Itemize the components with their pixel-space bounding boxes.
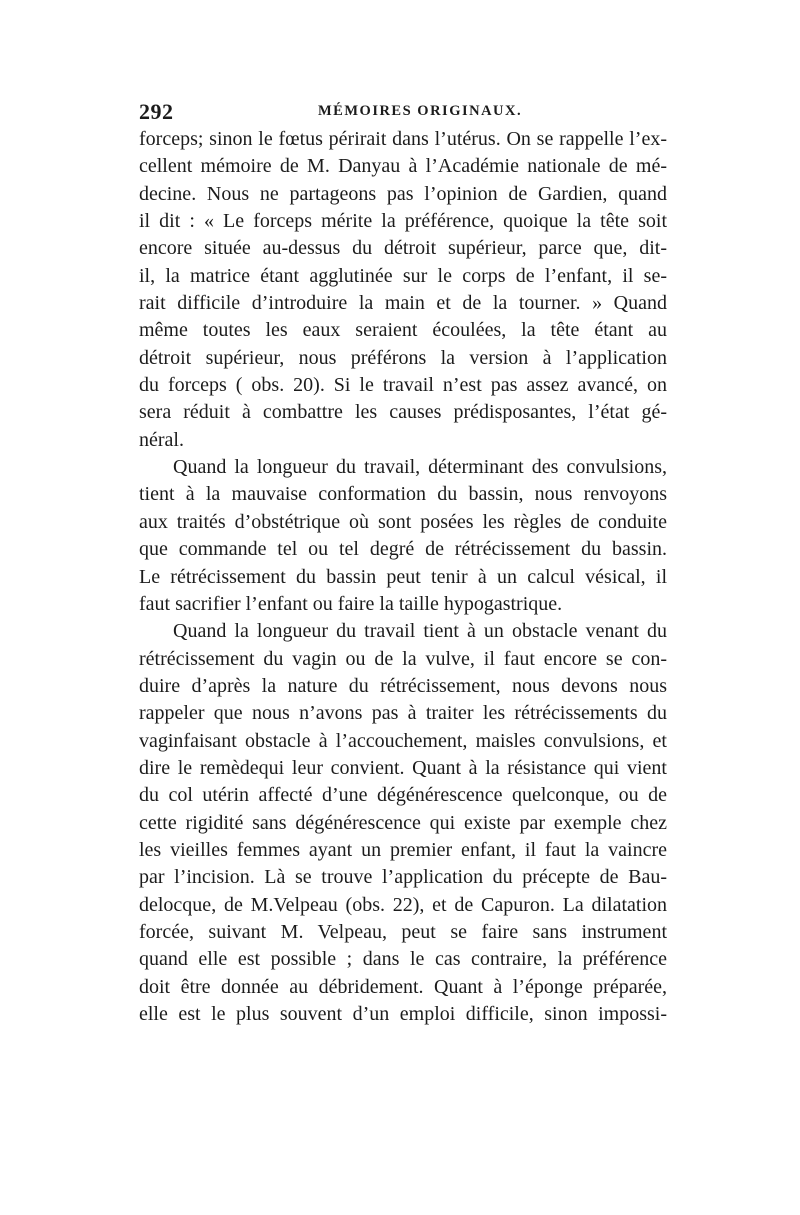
text-line: du col utérin affecté d’une dégénérescence quelconque, ou de [139, 784, 667, 807]
text-line: que commande tel ou tel degré de rétrécissement du bassin. [139, 538, 667, 561]
text-line: du forceps ( obs. 20). Si le travail n’est pas assez avancé, on [139, 374, 667, 397]
text-line: forcée, suivant M. Velpeau, peut se faire sans instrument [139, 920, 667, 943]
text-line: dire le remèdequi leur convient. Quant à la résistance qui vient [139, 756, 667, 779]
text-line: rait difficile d’introduire la main et de la tourner. » Quand [139, 292, 667, 315]
text-line: tient à la mauvaise conformation du bassin, nous renvoyons [139, 483, 667, 506]
text-line: cellent mémoire de M. Danyau à l’Académie nationale de mé- [139, 155, 667, 178]
text-line: il, la matrice étant agglutinée sur le corps de l’enfant, il se- [139, 264, 667, 287]
text-line: les vieilles femmes ayant un premier enfant, il faut la vaincre [139, 838, 667, 861]
text-line: même toutes les eaux seraient écoulées, la tête étant au [139, 319, 667, 342]
text-line: il dit : « Le forceps mérite la préférence, quoique la tête soit [139, 210, 667, 233]
paragraph-end-line: néral. [139, 428, 184, 451]
text-line: duire d’après la nature du rétrécissement, nous devons nous [139, 674, 667, 697]
paragraph-end-line: faut sacrifier l’enfant ou faire la taille hypogastrique. [139, 592, 563, 615]
paragraph-start-line: Quand la longueur du travail tient à un obstacle venant du [173, 620, 667, 643]
page-header [139, 99, 667, 127]
text-line: quand elle est possible ; dans le cas contraire, la préférence [139, 948, 667, 971]
text-line: rappeler que nous n’avons pas à traiter les rétrécissements du [139, 702, 667, 725]
running-head: MÉMOIRES ORIGINAUX. [318, 103, 523, 119]
text-line: forceps; sinon le fœtus périrait dans l’utérus. On se rappelle l’ex- [139, 128, 667, 150]
text-line: par l’incision. Là se trouve l’application du précepte de Bau- [139, 866, 667, 889]
text-line: doit être donnée au débridement. Quant à l’éponge préparée, [139, 975, 667, 998]
body-text [139, 126, 667, 1028]
text-line: decine. Nous ne partageons pas l’opinion de Gardien, quand [139, 182, 667, 205]
text-line: Le rétrécissement du bassin peut tenir à un calcul vésical, il [139, 565, 667, 588]
text-line: elle est le plus souvent d’un emploi difficile, sinon impossi- [139, 1003, 667, 1025]
text-line: détroit supérieur, nous préférons la version à l’application [139, 346, 667, 369]
text-line: encore située au-dessus du détroit supérieur, parce que, dit- [139, 237, 667, 260]
text-line: rétrécissement du vagin ou de la vulve, il faut encore se con- [139, 647, 667, 670]
text-line: aux traités d’obstétrique où sont posées les règles de conduite [139, 510, 667, 533]
paragraph-start-line: Quand la longueur du travail, déterminant des convulsions, [173, 456, 667, 479]
text-line: delocque, de M.Velpeau (obs. 22), et de Capuron. La dilatation [139, 893, 667, 916]
page-number: 292 [139, 99, 174, 124]
text-line: cette rigidité sans dégénérescence qui existe par exemple chez [139, 811, 667, 834]
text-line: vaginfaisant obstacle à l’accouchement, maisles convulsions, et [139, 729, 667, 752]
text-line: sera réduit à combattre les causes prédisposantes, l’état gé- [139, 401, 667, 424]
